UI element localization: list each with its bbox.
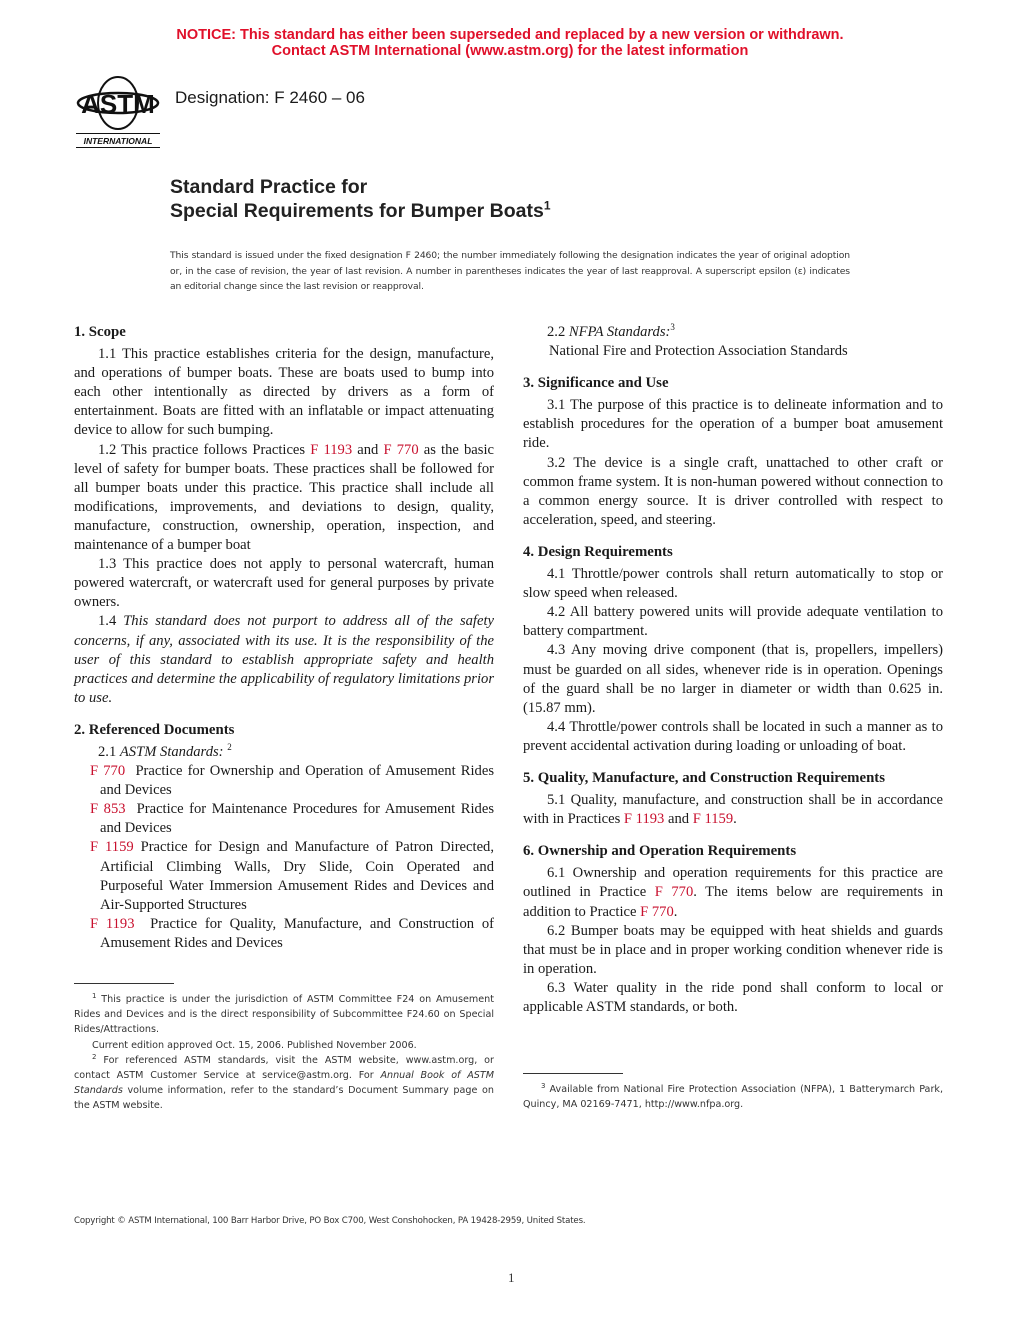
subsection-astm-standards: 2.1 ASTM Standards: $^2$ <box>98 742 232 760</box>
paragraph-1-2: 1.2 This practice follows Practices F 1193 and F 770 as the basic level of safety for bumper boats. These practices shall be followed for all bumper boats under this practice. This practice shall include all modifications, improvements, and deviations to design, quality, manufacture, construction, ownership, operation, inspection, and maintenance of a bumper boat <box>74 441 494 554</box>
section-heading-significance: 3. Significance and Use <box>523 375 669 392</box>
notice-line-1: NOTICE: This standard has either been superseded and replaced by a new version or withdrawn. <box>176 27 844 43</box>
section-heading-referenced-documents: 2. Referenced Documents <box>74 721 235 738</box>
subsection-nfpa-standards: 2.2 NFPA Standards:$^3$ <box>547 322 675 340</box>
section-heading-design: 4. Design Requirements <box>523 543 673 560</box>
paragraph-6-3: 6.3 Water quality in the ride pond shall conform to local or applicable ASTM standards, or both. <box>523 979 943 1015</box>
astm-logo-icon <box>74 75 162 150</box>
title-line-2: Special Requirements for Bumper Boats$^1$ <box>170 198 551 222</box>
paragraph-5-1: 5.1 Quality, manufacture, and construction shall be in accordance with in Practices F 1193 and F 1159. <box>523 792 943 828</box>
paragraph-4-4: 4.4 Throttle/power controls shall be located in such a manner as to prevent accidental activation during loading or unloading of boat. <box>523 718 943 754</box>
footnote-2: $^2$ For referenced ASTM standards, visit the ASTM website, www.astm.org, or contact ASTM Customer Service at service@astm.org. For Annual Book of ASTM Standards volume information, refer to the standard’s Document Summary page on the ASTM website. <box>74 1052 494 1112</box>
paragraph-3-1: 3.1 The purpose of this practice is to delineate information and to establish procedures for the operation of a bumper boat amusement ride. <box>523 397 943 452</box>
link-f1193[interactable]: F 1193 <box>90 915 135 932</box>
link-f853[interactable]: F 853 <box>90 801 126 818</box>
designation: Designation: F 2460 – 06 <box>175 88 365 107</box>
link-f1159[interactable]: F 1159 <box>692 811 734 828</box>
paragraph-1-1: 1.1 This practice establishes criteria for the design, manufacture, and operations of bumper boats. These are boats used to bump into each other intentionally as directed by drivers as a form of entertainment. Boats are fitted with an inflatable or impact attenuating device to allow for such bumping. <box>74 346 494 439</box>
footnote-1-edition: Current edition approved Oct. 15, 2006. Published November 2006. <box>92 1039 417 1051</box>
link-f770[interactable]: F 770 <box>654 884 694 901</box>
footnotes-left <box>74 992 494 1114</box>
right-column <box>523 323 943 1017</box>
page-number: 1 <box>508 1270 515 1285</box>
footnote-divider <box>74 983 174 984</box>
reference-item: F 770 Practice for Ownership and Operation of Amusement Rides and Devices <box>90 763 495 799</box>
svg-text:ASTM: ASTM <box>81 89 155 119</box>
section-heading-scope: 1. Scope <box>74 324 126 340</box>
paragraph-6-2: 6.2 Bumper boats may be equipped with heat shields and guards that must be in place and in proper working condition whenever ride is in operation. <box>523 922 943 977</box>
supersede-notice <box>0 27 1020 59</box>
link-f1159[interactable]: F 1159 <box>90 839 134 856</box>
section-heading-quality: 5. Quality, Manufacture, and Construction Requirements <box>523 769 885 786</box>
reference-item: F 1159 Practice for Design and Manufacture of Patron Directed, Artificial Climbing Walls, Dry Slide, Coin Operated and Purposeful Water Immersion Amusement Rides and Devices and Air-Supported Structures <box>90 839 494 913</box>
paragraph-1-3: 1.3 This practice does not apply to personal watercraft, human powered watercraft, or watercraft used for general purposes by private owners. <box>74 556 494 611</box>
paragraph-4-1: 4.1 Throttle/power controls shall return automatically to stop or slow speed when released. <box>523 566 943 602</box>
document-title <box>170 175 551 223</box>
footnotes-right <box>523 1082 943 1112</box>
notice-line-2: Contact ASTM International (www.astm.org) for the latest information <box>271 43 749 59</box>
footnote-1: $^1$ This practice is under the jurisdiction of ASTM Committee F24 on Amusement Rides and Devices and is the direct responsibility of Subcommittee F24.60 on Special Rides/Attractions. <box>74 991 494 1036</box>
left-column <box>74 323 494 953</box>
reference-item: F 853 Practice for Maintenance Procedures for Amusement Rides and Devices <box>90 801 495 837</box>
issued-note: This standard is issued under the fixed designation F 2460; the number immediately following the designation indicates the year of original adoption or, in the case of revision, the year of last revision. A number in parentheses indicates the year of last reapproval. A superscript epsilon (ε) indicates an editorial change since the last revision or reapproval. <box>170 250 850 292</box>
paragraph-4-3: 4.3 Any moving drive component (that is, propellers, impellers) must be guarded on all sides, whenever ride is in operation. Openings of the guard shall be no larger in diameter or width than 0.625 in. (15.87 mm). <box>523 642 943 716</box>
nfpa-reference: National Fire and Protection Association Standards <box>549 343 848 360</box>
link-f770[interactable]: F 770 <box>640 903 674 920</box>
link-f1193[interactable]: F 1193 <box>623 811 665 828</box>
title-line-1: Standard Practice for <box>170 176 368 198</box>
paragraph-6-1: 6.1 Ownership and operation requirements for this practice are outlined in Practice F 770. The items below are requirements in addition to Practice F 770. <box>523 865 944 920</box>
paragraph-3-2: 3.2 The device is a single craft, unattached to other craft or common frame system. It is non-human powered without connection to a common energy source. It is driver controlled with respect to acceleration, speed, and steering. <box>523 454 943 528</box>
logo-label: INTERNATIONAL <box>83 136 153 146</box>
paragraph-1-4: 1.4 This standard does not purport to address all of the safety concerns, if any, associated with its use. It is the responsibility of the user of this standard to establish appropriate safety and health practices and determine the applicability of regulatory limitations prior to use. <box>74 613 494 706</box>
link-f770[interactable]: F 770 <box>383 441 419 458</box>
footnote-3: $^3$ Available from National Fire Protection Association (NFPA), 1 Batterymarch Park, Quincy, MA 02169-7471, http://www.nfpa.org. <box>523 1081 943 1111</box>
footnote-mark[interactable]: 1 <box>543 198 551 213</box>
copyright-notice: Copyright © ASTM International, 100 Barr Harbor Drive, PO Box C700, West Conshohocken, PA 19428-2959, United States. <box>74 1216 586 1226</box>
reference-item: F 1193 Practice for Quality, Manufacture, and Construction of Amusement Rides and Devices <box>90 915 494 951</box>
link-f1193[interactable]: F 1193 <box>310 441 353 458</box>
section-heading-ownership: 6. Ownership and Operation Requirements <box>523 843 797 860</box>
link-f770[interactable]: F 770 <box>90 763 126 780</box>
paragraph-4-2: 4.2 All battery powered units will provide adequate ventilation to battery compartment. <box>523 604 943 640</box>
footnote-mark[interactable]: 3 <box>670 322 675 333</box>
footnote-mark[interactable]: 2 <box>227 742 232 753</box>
footnote-divider <box>523 1073 623 1074</box>
